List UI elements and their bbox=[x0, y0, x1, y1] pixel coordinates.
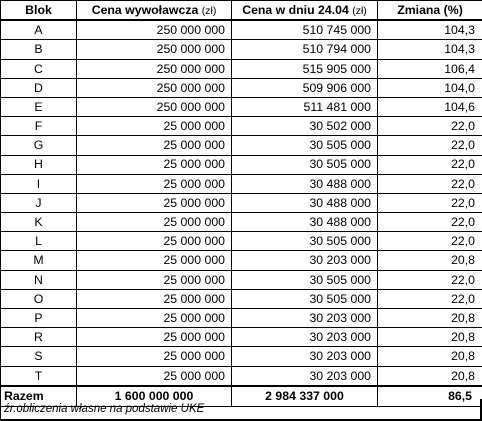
table-row bbox=[1, 289, 482, 308]
cell-price-on-date: 30 203 000 bbox=[232, 251, 378, 270]
cell-change: 22,0 bbox=[378, 232, 482, 251]
table-row bbox=[1, 347, 482, 366]
cell-start-price: 25 000 000 bbox=[77, 117, 232, 136]
cell-change: 104,3 bbox=[378, 40, 482, 59]
cell-block: M bbox=[1, 251, 77, 270]
header-price-on-date bbox=[232, 1, 378, 21]
cell-start-price: 250 000 000 bbox=[77, 20, 232, 40]
cell-price-on-date: 510 745 000 bbox=[232, 20, 378, 40]
cell-start-price: 250 000 000 bbox=[77, 78, 232, 97]
header-block bbox=[1, 1, 77, 21]
cell-price-on-date: 30 488 000 bbox=[232, 213, 378, 232]
table-row bbox=[1, 213, 482, 232]
cell-price-on-date: 30 203 000 bbox=[232, 309, 378, 328]
cell-change: 22,0 bbox=[378, 213, 482, 232]
cell-block: N bbox=[1, 270, 77, 289]
cell-start-price: 25 000 000 bbox=[77, 309, 232, 328]
cell-start-price: 250 000 000 bbox=[77, 40, 232, 59]
table-row bbox=[1, 78, 482, 97]
table-row bbox=[1, 309, 482, 328]
table-body bbox=[1, 20, 482, 386]
cell-block: O bbox=[1, 289, 77, 308]
cell-block: B bbox=[1, 40, 77, 59]
header-price-on-date-label: Cena w dniu 24.04 bbox=[242, 2, 349, 17]
header-start-price bbox=[77, 1, 232, 21]
cell-price-on-date: 510 794 000 bbox=[232, 40, 378, 59]
cell-start-price: 25 000 000 bbox=[77, 213, 232, 232]
table-row bbox=[1, 59, 482, 78]
cell-change: 20,8 bbox=[378, 347, 482, 366]
header-price-on-date-unit: (zł) bbox=[352, 4, 367, 17]
cell-change: 22,0 bbox=[378, 155, 482, 174]
cell-start-price: 25 000 000 bbox=[77, 232, 232, 251]
cell-block: K bbox=[1, 213, 77, 232]
cell-block: E bbox=[1, 97, 77, 116]
table-row bbox=[1, 174, 482, 193]
cell-price-on-date: 30 488 000 bbox=[232, 174, 378, 193]
table-row bbox=[1, 40, 482, 59]
cell-block: H bbox=[1, 155, 77, 174]
cell-start-price: 25 000 000 bbox=[77, 270, 232, 289]
cell-start-price: 250 000 000 bbox=[77, 97, 232, 116]
cell-price-on-date: 30 505 000 bbox=[232, 232, 378, 251]
cell-price-on-date: 515 905 000 bbox=[232, 59, 378, 78]
cell-change: 20,8 bbox=[378, 251, 482, 270]
table-row bbox=[1, 270, 482, 289]
cell-block: F bbox=[1, 117, 77, 136]
cell-block: D bbox=[1, 78, 77, 97]
cell-block: C bbox=[1, 59, 77, 78]
cell-start-price: 25 000 000 bbox=[77, 289, 232, 308]
cell-price-on-date: 30 203 000 bbox=[232, 328, 378, 347]
cell-change: 22,0 bbox=[378, 289, 482, 308]
total-change: 86,5 bbox=[378, 386, 482, 407]
cell-price-on-date: 511 481 000 bbox=[232, 97, 378, 116]
cell-price-on-date: 30 502 000 bbox=[232, 117, 378, 136]
cell-start-price: 25 000 000 bbox=[77, 174, 232, 193]
cell-price-on-date: 30 488 000 bbox=[232, 193, 378, 212]
cell-change: 22,0 bbox=[378, 174, 482, 193]
cell-change: 20,8 bbox=[378, 309, 482, 328]
cell-change: 20,8 bbox=[378, 366, 482, 386]
cell-change: 104,0 bbox=[378, 78, 482, 97]
cell-start-price: 25 000 000 bbox=[77, 347, 232, 366]
cell-change: 104,6 bbox=[378, 97, 482, 116]
cell-block: T bbox=[1, 366, 77, 386]
cell-block: A bbox=[1, 20, 77, 40]
cell-start-price: 25 000 000 bbox=[77, 193, 232, 212]
cell-change: 106,4 bbox=[378, 59, 482, 78]
table-row bbox=[1, 193, 482, 212]
cell-change: 22,0 bbox=[378, 193, 482, 212]
cell-block: J bbox=[1, 193, 77, 212]
cell-price-on-date: 30 203 000 bbox=[232, 347, 378, 366]
header-row bbox=[1, 1, 482, 21]
table-row bbox=[1, 232, 482, 251]
table-row bbox=[1, 97, 482, 116]
cell-change: 22,0 bbox=[378, 136, 482, 155]
table-row bbox=[1, 117, 482, 136]
cell-start-price: 25 000 000 bbox=[77, 366, 232, 386]
cell-price-on-date: 30 505 000 bbox=[232, 270, 378, 289]
cell-block: S bbox=[1, 347, 77, 366]
cell-start-price: 25 000 000 bbox=[77, 155, 232, 174]
cell-change: 104,3 bbox=[378, 20, 482, 40]
cell-price-on-date: 509 906 000 bbox=[232, 78, 378, 97]
source-note: źr.obliczenia własne na podstawie UKE bbox=[0, 399, 482, 421]
total-start-price: 1 600 000 000 bbox=[77, 386, 232, 407]
cell-change: 22,0 bbox=[378, 117, 482, 136]
table-row bbox=[1, 328, 482, 347]
cell-start-price: 250 000 000 bbox=[77, 59, 232, 78]
cell-start-price: 25 000 000 bbox=[77, 251, 232, 270]
header-change bbox=[378, 1, 482, 21]
cell-block: L bbox=[1, 232, 77, 251]
table-row bbox=[1, 366, 482, 386]
cell-change: 20,8 bbox=[378, 328, 482, 347]
cell-block: I bbox=[1, 174, 77, 193]
header-block-label: Blok bbox=[25, 2, 52, 17]
table-row bbox=[1, 20, 482, 40]
total-price-on-date: 2 984 337 000 bbox=[232, 386, 378, 407]
cell-price-on-date: 30 505 000 bbox=[232, 289, 378, 308]
cell-block: R bbox=[1, 328, 77, 347]
total-label: Razem bbox=[1, 386, 77, 407]
cell-price-on-date: 30 203 000 bbox=[232, 366, 378, 386]
cell-change: 22,0 bbox=[378, 270, 482, 289]
table-row bbox=[1, 251, 482, 270]
table-row bbox=[1, 155, 482, 174]
cell-block: G bbox=[1, 136, 77, 155]
cell-block: P bbox=[1, 309, 77, 328]
header-change-label: Zmiana (%) bbox=[397, 2, 463, 17]
header-start-price-unit: (zł) bbox=[201, 4, 217, 17]
table-header bbox=[1, 1, 482, 21]
cell-price-on-date: 30 505 000 bbox=[232, 155, 378, 174]
cell-price-on-date: 30 505 000 bbox=[232, 136, 378, 155]
cell-start-price: 25 000 000 bbox=[77, 328, 232, 347]
header-start-price-label: Cena wywoławcza bbox=[91, 2, 199, 17]
table-row bbox=[1, 136, 482, 155]
cell-start-price: 25 000 000 bbox=[77, 136, 232, 155]
